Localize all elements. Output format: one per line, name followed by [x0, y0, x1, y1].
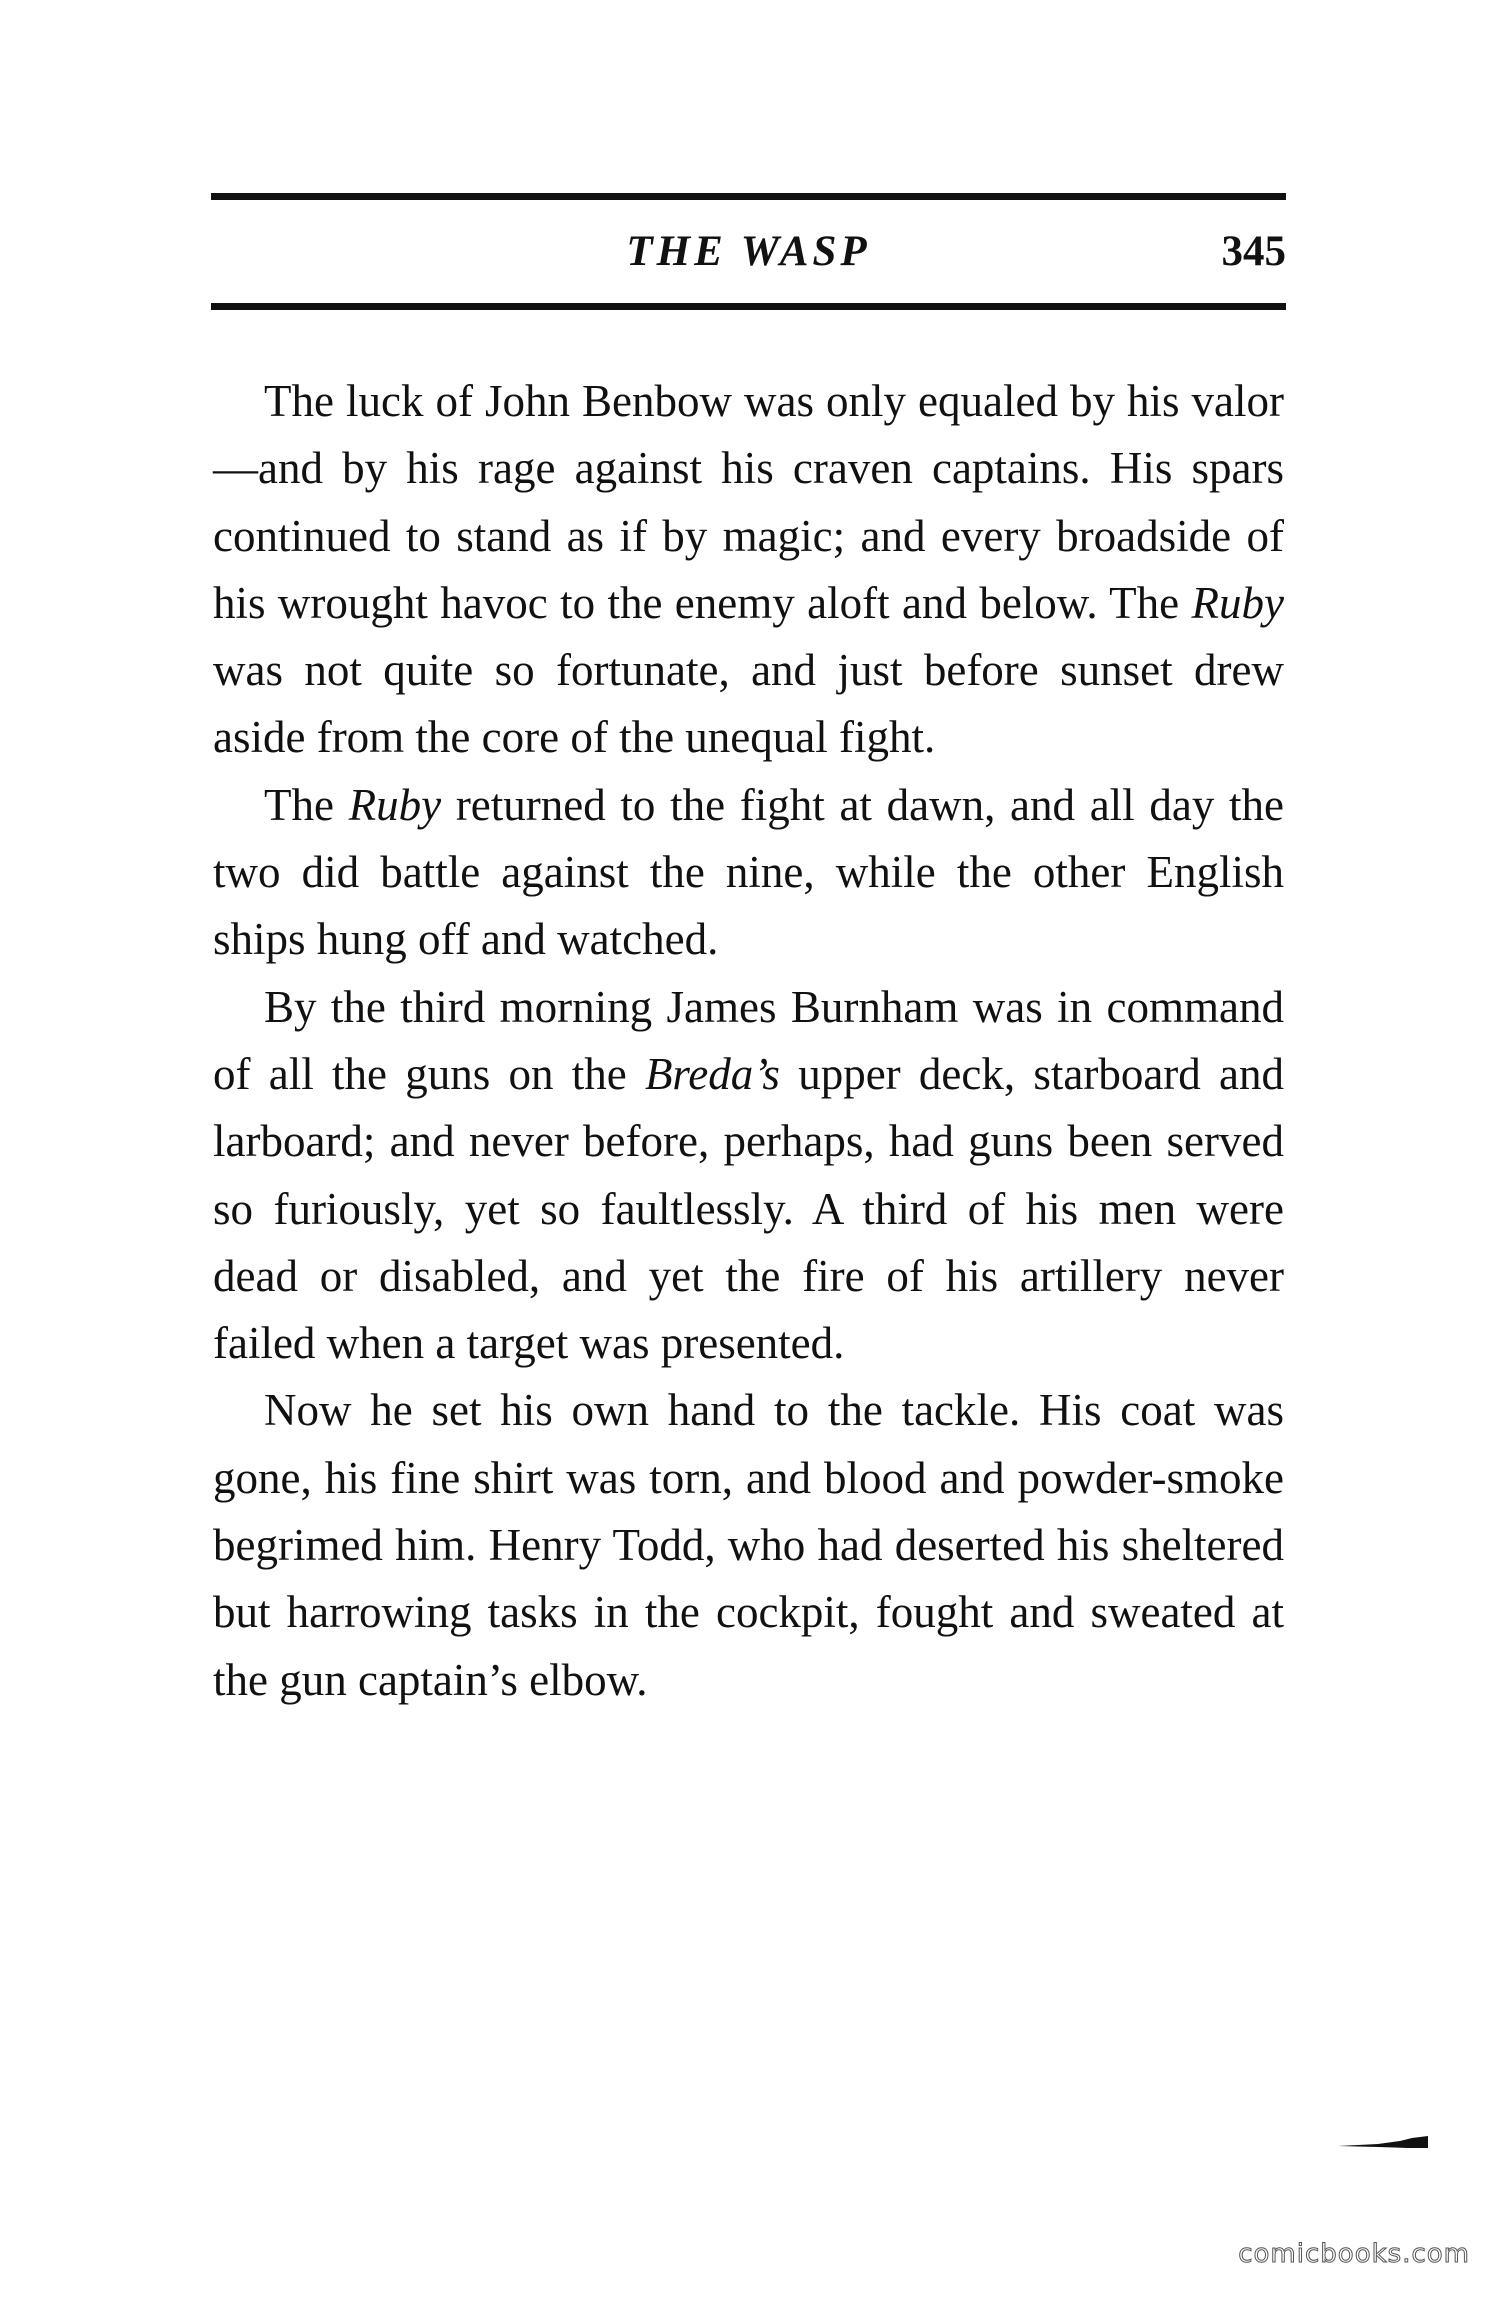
- running-title: THE WASP: [626, 228, 871, 275]
- ship-name-ruby: Ruby: [1191, 577, 1284, 628]
- body-text: [213, 368, 1284, 1714]
- text-run: By the third morning James Burnham was in command of all the guns on the: [213, 981, 1284, 1099]
- text-run: was not quite so fortunate, and just before sunset drew aside from the core of the unequal fight.: [213, 645, 1284, 763]
- ship-name-breda: Breda’s: [644, 1048, 780, 1099]
- ship-name-ruby: Ruby: [348, 779, 442, 830]
- paragraph-2: [213, 772, 1284, 974]
- text-run: returned to the fight at dawn, and all day the two did battle against the nine, while the other English ships hung off and watched.: [213, 779, 1284, 965]
- header-rule-top: [211, 193, 1286, 200]
- paragraph-4: [213, 1377, 1284, 1713]
- printer-dash-mark: [1338, 2135, 1428, 2149]
- running-head: [211, 222, 1286, 282]
- text-run: The: [264, 779, 349, 830]
- text-run: Now he set his own hand to the tackle. His coat was gone, his fine shirt was torn, and blood and powder-smoke begrimed him. Henry Todd, who had deserted his sheltered but harrowing tasks in the cockpit, fought and sweated at the gun captain’s elbow.: [213, 1385, 1284, 1705]
- header-rule-bottom: [211, 303, 1286, 310]
- paragraph-1: [213, 368, 1284, 772]
- page-number: 345: [1221, 228, 1286, 275]
- watermark: comicbooks.com: [1238, 2239, 1470, 2269]
- text-run: upper deck, starboard and larboard; and never before, perhaps, had guns been served so furiously, yet so faultlessly. A third of his men were dead or disabled, and yet the fire of his artillery never failed when a target was presented.: [213, 1048, 1284, 1369]
- paragraph-3: [213, 974, 1284, 1378]
- text-run: The luck of John Benbow was only equaled by his valor—and by his rage against his craven captains. His spars continued to stand as if by magic; and every broadside of his wrought havoc to the enemy aloft and below. The: [213, 376, 1284, 628]
